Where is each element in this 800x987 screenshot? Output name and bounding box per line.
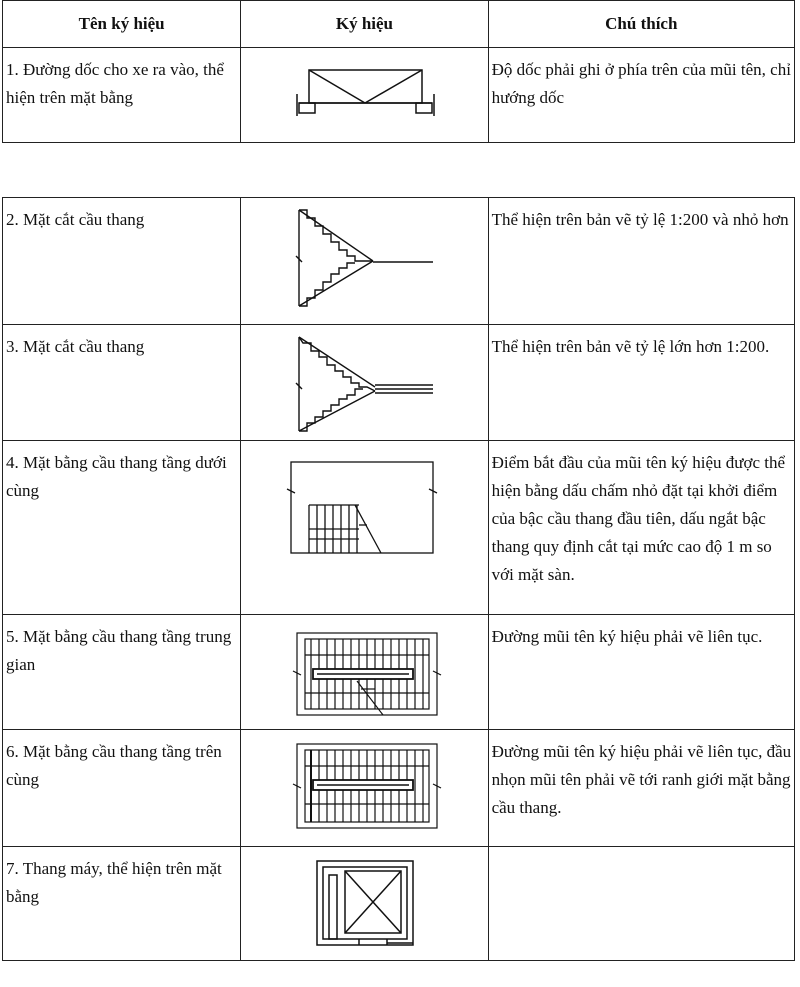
- stair-section-small-icon: [241, 198, 488, 325]
- table-row: [3, 615, 795, 730]
- symbol-table-top: [2, 0, 795, 143]
- row-note: Đường mũi tên ký hiệu phải vẽ liên tục.: [488, 615, 794, 730]
- row-name: 6. Mặt bằng cầu thang tầng trên cùng: [3, 730, 241, 847]
- row-name: 5. Mặt bằng cầu thang tầng trung gian: [3, 615, 241, 730]
- elevator-plan-icon: [241, 847, 488, 961]
- header-symbol: Ký hiệu: [241, 1, 488, 48]
- symbol-table-bottom: [2, 197, 795, 961]
- row-name: 7. Thang máy, thể hiện trên mặt bằng: [3, 847, 241, 961]
- header-name: Tên ký hiệu: [3, 1, 241, 48]
- symbol-cell: [241, 730, 488, 847]
- header-note: Chú thích: [488, 1, 794, 48]
- table-row: [3, 325, 795, 441]
- row-note: Điểm bắt đầu của mũi tên ký hiệu được thể hiện bằng dấu chấm nhỏ đặt tại khởi điểm của bậc cầu thang đầu tiên, dấu ngắt bậc thang quy định cắt tại mức cao độ 1 m so với mặt sàn.: [488, 441, 794, 615]
- row-note: Đường mũi tên ký hiệu phải vẽ liên tục, đầu nhọn mũi tên phải vẽ tới ranh giới mặt bằng cầu thang.: [488, 730, 794, 847]
- table-row: [3, 198, 795, 325]
- row-note: Thể hiện trên bản vẽ tỷ lệ 1:200 và nhỏ hơn: [488, 198, 794, 325]
- symbol-cell: [241, 325, 488, 441]
- row-note: Thể hiện trên bản vẽ tỷ lệ lớn hơn 1:200.: [488, 325, 794, 441]
- stair-plan-middle-icon: [241, 615, 488, 730]
- symbol-cell: [241, 847, 488, 961]
- table-row: [3, 730, 795, 847]
- stair-plan-top-icon: [241, 730, 488, 847]
- row-note: Độ dốc phải ghi ở phía trên của mũi tên, chỉ hướng dốc: [488, 48, 794, 143]
- symbol-cell: [241, 441, 488, 615]
- row-note: [488, 847, 794, 961]
- row-name: 2. Mặt cắt cầu thang: [3, 198, 241, 325]
- symbol-cell: [241, 198, 488, 325]
- row-name: 1. Đường dốc cho xe ra vào, thể hiện trên mặt bằng: [3, 48, 241, 143]
- table-row: [3, 847, 795, 961]
- row-name: 4. Mặt bằng cầu thang tầng dưới cùng: [3, 441, 241, 615]
- symbol-cell: [241, 615, 488, 730]
- table-row: [3, 48, 795, 143]
- table-header-row: [3, 1, 795, 48]
- row-name: 3. Mặt cắt cầu thang: [3, 325, 241, 441]
- symbol-cell: [241, 48, 488, 143]
- stair-plan-bottom-icon: [241, 441, 488, 615]
- table-row: [3, 441, 795, 615]
- stair-section-large-icon: [241, 325, 488, 441]
- ramp-symbol-icon: [241, 48, 488, 143]
